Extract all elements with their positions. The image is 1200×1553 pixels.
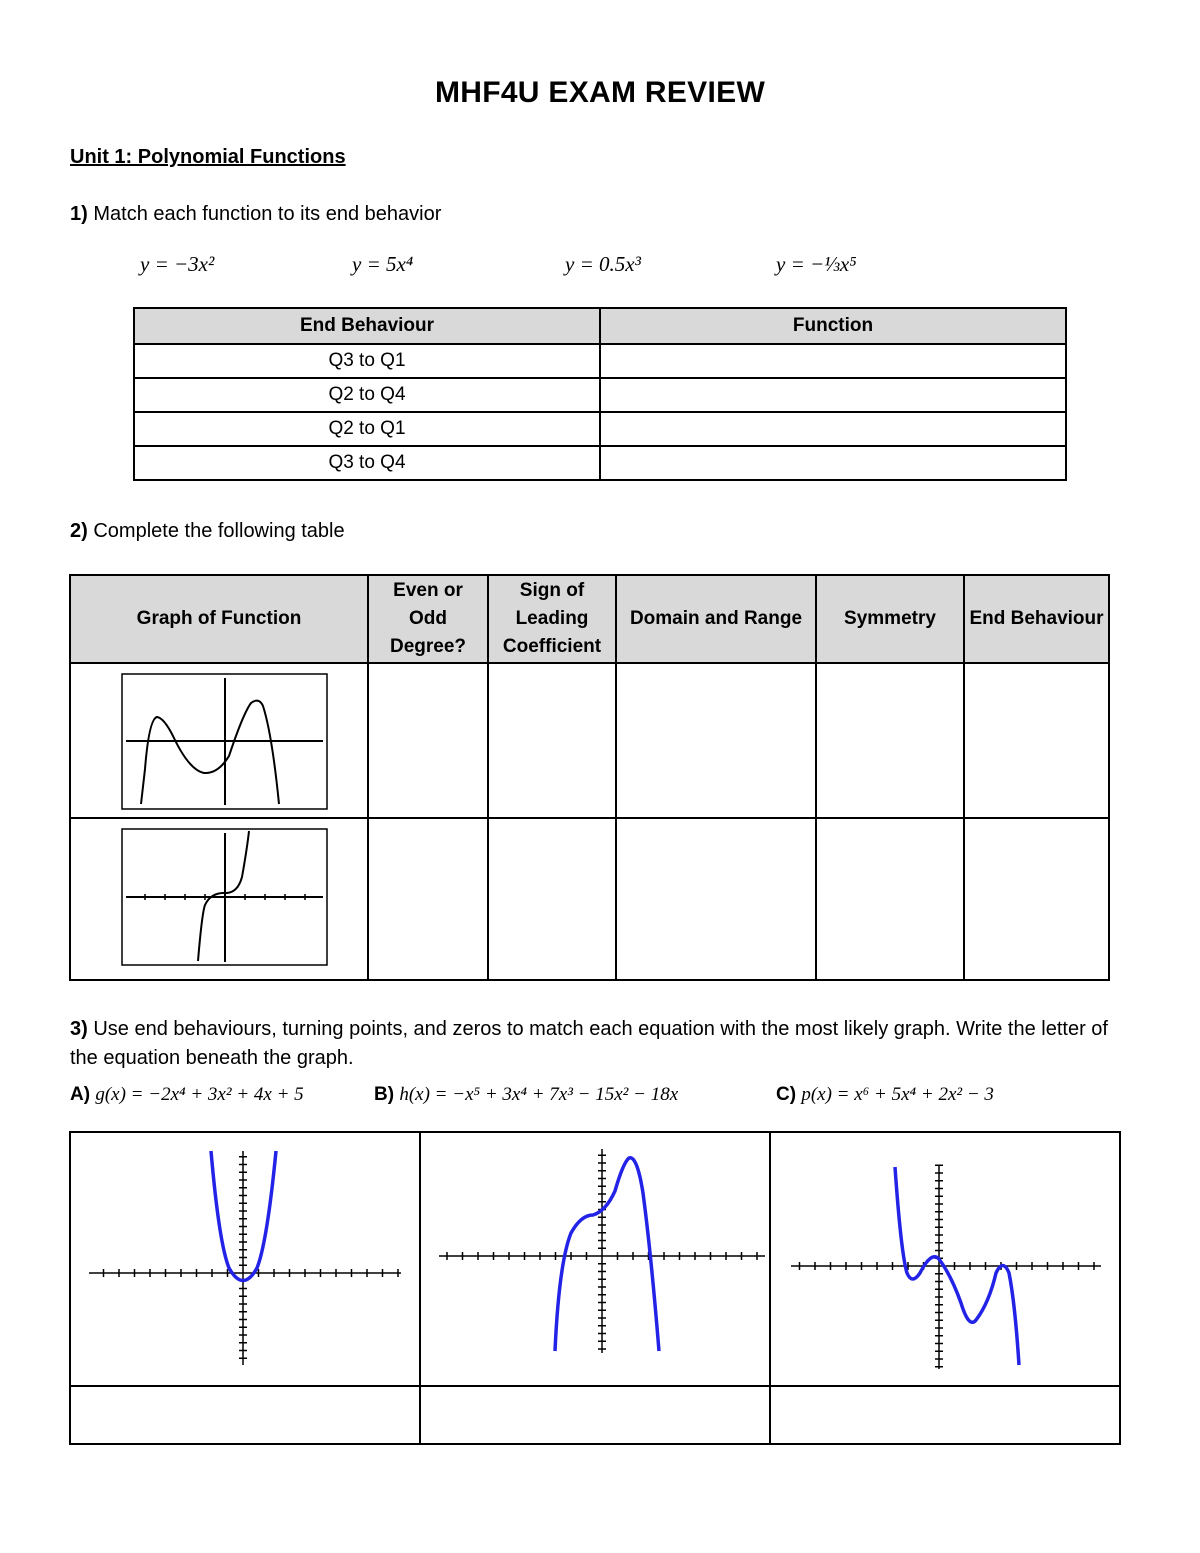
- table-row: [134, 378, 1066, 412]
- function-2: y = 5x⁴: [352, 252, 414, 276]
- header-end-behaviour: End Behaviour: [964, 575, 1109, 663]
- question-2-number: 2): [70, 520, 88, 542]
- end-behaviour-table: [133, 307, 1067, 481]
- answer-cell-2[interactable]: [420, 1386, 770, 1444]
- function-answer-cell[interactable]: [600, 446, 1066, 480]
- table-row: [70, 663, 1109, 818]
- header-function: Function: [600, 308, 1066, 344]
- graph-2: [421, 1133, 769, 1385]
- sign-answer-cell[interactable]: [488, 663, 616, 818]
- equation-c: [776, 1084, 994, 1106]
- unit-heading: Unit 1: Polynomial Functions: [70, 146, 346, 168]
- symmetry-answer-cell[interactable]: [816, 663, 964, 818]
- domain-range-answer-cell[interactable]: [616, 818, 816, 980]
- graph-cell: [70, 818, 368, 980]
- function-answer-cell[interactable]: [600, 412, 1066, 446]
- answer-cell-3[interactable]: [770, 1386, 1120, 1444]
- header-graph: Graph of Function: [70, 575, 368, 663]
- function-4: y = −⅓x⁵: [776, 252, 857, 276]
- function-answer-cell[interactable]: [600, 344, 1066, 378]
- end-behaviour-answer-cell[interactable]: [964, 663, 1109, 818]
- domain-range-answer-cell[interactable]: [616, 663, 816, 818]
- axis-ticks: [104, 1157, 399, 1359]
- equation-b: [374, 1084, 678, 1106]
- page-title: MHF4U EXAM REVIEW: [434, 76, 766, 109]
- table-row: [134, 344, 1066, 378]
- equation-c-text: p(x) = x⁶ + 5x⁴ + 2x² − 3: [801, 1084, 994, 1105]
- question-3: [70, 1015, 1140, 1073]
- end-behaviour-answer-cell[interactable]: [964, 818, 1109, 980]
- equation-a-text: g(x) = −2x⁴ + 3x² + 4x + 5: [95, 1084, 304, 1105]
- equation-a-letter: A): [70, 1084, 91, 1105]
- sign-answer-cell[interactable]: [488, 818, 616, 980]
- graph-cell-2: [420, 1132, 770, 1386]
- question-1: [70, 203, 441, 226]
- answer-cell-1[interactable]: [70, 1386, 420, 1444]
- equation-b-letter: B): [374, 1084, 395, 1105]
- question-1-prompt: Match each function to its end behavior: [93, 203, 442, 225]
- behaviour-cell: Q2 to Q4: [134, 378, 600, 412]
- graph-cell-1: [70, 1132, 420, 1386]
- behaviour-cell: Q3 to Q4: [134, 446, 600, 480]
- graph-3: [771, 1133, 1119, 1385]
- question-3-prompt: Use end behaviours, turning points, and zeros to match each equation with the most likely graph. Write the letter of the equation beneath the graph.: [70, 1018, 1108, 1069]
- header-symmetry: Symmetry: [816, 575, 964, 663]
- equation-c-letter: C): [776, 1084, 797, 1105]
- table-row: [70, 818, 1109, 980]
- header-sign: Sign of Leading Coefficient: [488, 575, 616, 663]
- function-answer-cell[interactable]: [600, 378, 1066, 412]
- question-2-prompt: Complete the following table: [93, 520, 345, 542]
- question-3-number: 3): [70, 1018, 88, 1040]
- properties-table: [69, 574, 1110, 981]
- degree-answer-cell[interactable]: [368, 663, 488, 818]
- header-degree: Even or Odd Degree?: [368, 575, 488, 663]
- function-3: y = 0.5x³: [565, 252, 641, 276]
- equation-b-text: h(x) = −x⁵ + 3x⁴ + 7x³ − 15x² − 18x: [399, 1084, 679, 1105]
- header-end-behaviour: End Behaviour: [134, 308, 600, 344]
- symmetry-answer-cell[interactable]: [816, 818, 964, 980]
- question-2: [70, 520, 345, 543]
- table-row: [134, 412, 1066, 446]
- graph-matching-table: [69, 1131, 1121, 1445]
- equation-a: [70, 1084, 304, 1106]
- function-1: y = −3x²: [140, 252, 215, 276]
- graph-cell: [70, 663, 368, 818]
- question-1-number: 1): [70, 203, 88, 225]
- degree-answer-cell[interactable]: [368, 818, 488, 980]
- cubic-like-graph: [71, 819, 367, 979]
- quartic-like-graph: [71, 664, 367, 817]
- graph-cell-3: [770, 1132, 1120, 1386]
- behaviour-cell: Q2 to Q1: [134, 412, 600, 446]
- table-row: [134, 446, 1066, 480]
- header-domain-range: Domain and Range: [616, 575, 816, 663]
- behaviour-cell: Q3 to Q1: [134, 344, 600, 378]
- graph-1: [71, 1133, 419, 1385]
